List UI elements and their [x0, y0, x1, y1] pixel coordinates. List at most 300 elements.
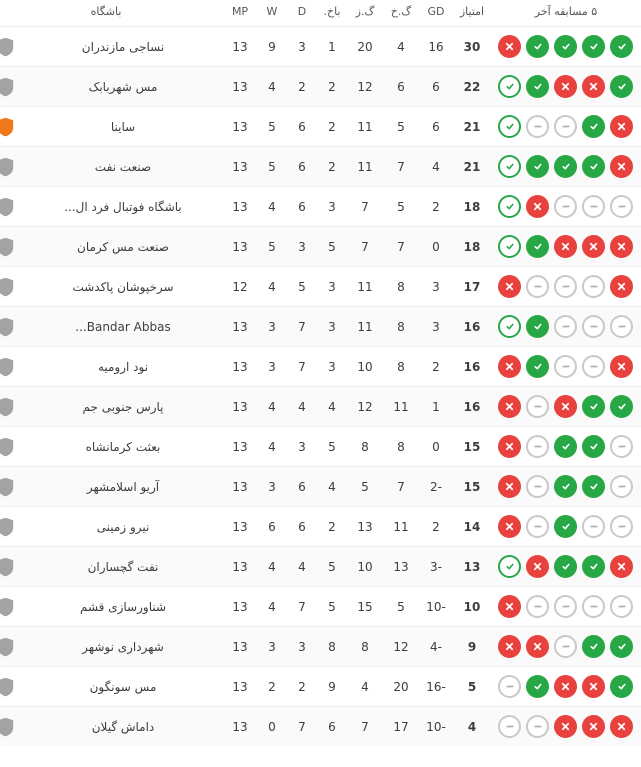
cell-losses: 8 [317, 627, 347, 667]
cell-form [491, 427, 641, 467]
form-draw-icon [526, 115, 549, 138]
form-loss-icon [526, 555, 549, 578]
cell-points: 16 [453, 387, 491, 427]
table-row[interactable] [0, 147, 641, 187]
cell-form [491, 387, 641, 427]
form-draw-icon [498, 675, 521, 698]
form-guide [491, 75, 641, 98]
cell-goals-against: 8 [383, 267, 419, 307]
form-win-icon [498, 555, 521, 578]
cell-form [491, 307, 641, 347]
cell-goal-difference: 0 [419, 227, 453, 267]
header-form: ۵ مسابقه آخر [491, 0, 641, 27]
shield-icon [0, 637, 14, 657]
cell-team-name[interactable]: مس شهربابک [23, 67, 223, 107]
cell-points: 9 [453, 627, 491, 667]
shield-icon [0, 597, 14, 617]
cell-matches-played: 13 [223, 147, 257, 187]
cell-goals-for: 8 [347, 427, 383, 467]
form-loss-icon [526, 195, 549, 218]
shield-icon [0, 157, 14, 177]
cell-goals-for: 10 [347, 547, 383, 587]
cell-goals-for: 12 [347, 387, 383, 427]
cell-goals-for: 11 [347, 147, 383, 187]
form-loss-icon [498, 595, 521, 618]
cell-wins: 0 [257, 707, 287, 747]
cell-form [491, 467, 641, 507]
form-guide [491, 355, 641, 378]
form-draw-icon [610, 595, 633, 618]
cell-team-badge [0, 507, 23, 547]
header-goal-difference: GD [419, 0, 453, 27]
cell-points: 10 [453, 587, 491, 627]
cell-wins: 6 [257, 507, 287, 547]
cell-goals-against: 6 [383, 67, 419, 107]
table-row[interactable] [0, 547, 641, 587]
form-win-icon [582, 155, 605, 178]
form-win-icon [582, 635, 605, 658]
form-draw-icon [610, 195, 633, 218]
cell-goals-against: 4 [383, 27, 419, 67]
shield-icon [0, 37, 14, 57]
cell-wins: 4 [257, 187, 287, 227]
shield-icon [0, 517, 14, 537]
cell-draws: 6 [287, 467, 317, 507]
cell-goals-for: 8 [347, 627, 383, 667]
header-goals-for: گ.ز [347, 0, 383, 27]
form-loss-icon [554, 75, 577, 98]
cell-wins: 5 [257, 227, 287, 267]
cell-draws: 5 [287, 267, 317, 307]
cell-points: 21 [453, 147, 491, 187]
cell-points: 30 [453, 27, 491, 67]
shield-icon [0, 277, 14, 297]
table-row[interactable] [0, 67, 641, 107]
cell-matches-played: 13 [223, 587, 257, 627]
form-loss-icon [610, 155, 633, 178]
cell-goal-difference: -4 [419, 627, 453, 667]
cell-goal-difference: 16 [419, 27, 453, 67]
form-win-icon [526, 35, 549, 58]
cell-team-badge [0, 227, 23, 267]
form-loss-icon [498, 435, 521, 458]
cell-wins: 3 [257, 467, 287, 507]
header-club: باشگاه [0, 0, 223, 27]
form-win-icon [498, 235, 521, 258]
form-draw-icon [582, 195, 605, 218]
form-draw-icon [526, 475, 549, 498]
cell-losses: 2 [317, 507, 347, 547]
table-body [0, 27, 641, 747]
form-draw-icon [526, 395, 549, 418]
cell-goals-against: 20 [383, 667, 419, 707]
form-loss-icon [582, 675, 605, 698]
form-win-icon [554, 155, 577, 178]
form-draw-icon [498, 715, 521, 738]
cell-team-badge [0, 107, 23, 147]
form-win-icon [610, 35, 633, 58]
cell-draws: 7 [287, 307, 317, 347]
form-win-icon [610, 675, 633, 698]
cell-losses: 2 [317, 67, 347, 107]
cell-draws: 6 [287, 107, 317, 147]
cell-matches-played: 13 [223, 547, 257, 587]
cell-matches-played: 13 [223, 67, 257, 107]
form-guide [491, 595, 641, 618]
form-win-icon [498, 315, 521, 338]
cell-team-name[interactable]: پارس جنوبی جم [23, 387, 223, 427]
form-loss-icon [498, 35, 521, 58]
cell-points: 18 [453, 227, 491, 267]
form-guide [491, 675, 641, 698]
cell-goal-difference: 3 [419, 267, 453, 307]
form-draw-icon [526, 275, 549, 298]
cell-draws: 4 [287, 547, 317, 587]
table-row[interactable] [0, 707, 641, 747]
cell-form [491, 67, 641, 107]
cell-goals-against: 12 [383, 627, 419, 667]
cell-form [491, 27, 641, 67]
form-draw-icon [526, 515, 549, 538]
form-win-icon [610, 75, 633, 98]
cell-losses: 3 [317, 307, 347, 347]
cell-team-name[interactable]: داماش گیلان [23, 707, 223, 747]
cell-losses: 4 [317, 467, 347, 507]
form-loss-icon [610, 355, 633, 378]
cell-team-name[interactable]: صنعت نفت [23, 147, 223, 187]
cell-goals-for: 12 [347, 67, 383, 107]
cell-team-name[interactable]: ساینا [23, 107, 223, 147]
form-guide [491, 235, 641, 258]
cell-team-badge [0, 187, 23, 227]
form-guide [491, 35, 641, 58]
form-win-icon [610, 635, 633, 658]
cell-goals-for: 11 [347, 267, 383, 307]
form-win-icon [582, 395, 605, 418]
table-row[interactable] [0, 347, 641, 387]
cell-goals-for: 5 [347, 467, 383, 507]
cell-wins: 4 [257, 427, 287, 467]
form-guide [491, 395, 641, 418]
form-guide [491, 635, 641, 658]
cell-draws: 2 [287, 67, 317, 107]
cell-goals-against: 5 [383, 587, 419, 627]
cell-goal-difference: 6 [419, 67, 453, 107]
cell-matches-played: 13 [223, 107, 257, 147]
form-draw-icon [582, 275, 605, 298]
cell-wins: 4 [257, 67, 287, 107]
cell-losses: 5 [317, 587, 347, 627]
cell-draws: 3 [287, 27, 317, 67]
cell-draws: 3 [287, 427, 317, 467]
form-loss-icon [498, 355, 521, 378]
cell-team-name[interactable]: نیرو زمینی [23, 507, 223, 547]
form-loss-icon [498, 635, 521, 658]
cell-matches-played: 13 [223, 347, 257, 387]
cell-matches-played: 13 [223, 627, 257, 667]
cell-team-name[interactable]: نود ارومیه [23, 347, 223, 387]
shield-icon [0, 717, 14, 737]
form-loss-icon [498, 475, 521, 498]
cell-goals-for: 15 [347, 587, 383, 627]
cell-draws: 6 [287, 507, 317, 547]
cell-goal-difference: -10 [419, 587, 453, 627]
cell-losses: 5 [317, 227, 347, 267]
cell-goal-difference: 0 [419, 427, 453, 467]
cell-team-name[interactable]: شناورسازی قشم [23, 587, 223, 627]
cell-goal-difference: 2 [419, 507, 453, 547]
form-loss-icon [610, 115, 633, 138]
cell-team-badge [0, 67, 23, 107]
cell-matches-played: 13 [223, 507, 257, 547]
cell-losses: 4 [317, 387, 347, 427]
cell-team-name[interactable]: نساجی مازندران [23, 27, 223, 67]
shield-icon [0, 357, 14, 377]
shield-icon [0, 77, 14, 97]
form-win-icon [526, 675, 549, 698]
cell-losses: 9 [317, 667, 347, 707]
cell-form [491, 227, 641, 267]
form-win-icon [498, 195, 521, 218]
table-row[interactable] [0, 227, 641, 267]
form-draw-icon [582, 515, 605, 538]
form-loss-icon [554, 675, 577, 698]
cell-draws: 6 [287, 147, 317, 187]
header-draws: D [287, 0, 317, 27]
cell-team-name[interactable]: سرخپوشان پاکدشت [23, 267, 223, 307]
form-win-icon [554, 515, 577, 538]
cell-goals-for: 10 [347, 347, 383, 387]
form-draw-icon [526, 715, 549, 738]
table-row[interactable] [0, 467, 641, 507]
cell-goals-for: 11 [347, 307, 383, 347]
form-draw-icon [526, 595, 549, 618]
cell-goals-against: 5 [383, 107, 419, 147]
cell-team-badge [0, 627, 23, 667]
cell-points: 17 [453, 267, 491, 307]
cell-team-name[interactable]: شهرداری نوشهر [23, 627, 223, 667]
cell-points: 15 [453, 467, 491, 507]
form-guide [491, 315, 641, 338]
form-draw-icon [526, 435, 549, 458]
cell-draws: 3 [287, 227, 317, 267]
cell-team-name[interactable]: باشگاه فوتبال فرد ال... [23, 187, 223, 227]
form-loss-icon [610, 275, 633, 298]
table-row[interactable] [0, 627, 641, 667]
cell-matches-played: 13 [223, 467, 257, 507]
form-loss-icon [498, 275, 521, 298]
cell-goal-difference: 1 [419, 387, 453, 427]
cell-goals-against: 11 [383, 387, 419, 427]
shield-icon [0, 317, 14, 337]
cell-draws: 7 [287, 347, 317, 387]
cell-points: 4 [453, 707, 491, 747]
form-win-icon [526, 75, 549, 98]
form-win-icon [526, 355, 549, 378]
cell-points: 16 [453, 307, 491, 347]
form-guide [491, 195, 641, 218]
form-loss-icon [554, 715, 577, 738]
cell-losses: 5 [317, 547, 347, 587]
cell-matches-played: 13 [223, 187, 257, 227]
cell-team-badge [0, 267, 23, 307]
cell-form [491, 547, 641, 587]
cell-goals-against: 11 [383, 507, 419, 547]
cell-points: 14 [453, 507, 491, 547]
shield-icon [0, 397, 14, 417]
form-draw-icon [610, 435, 633, 458]
cell-matches-played: 13 [223, 27, 257, 67]
cell-goal-difference: 2 [419, 187, 453, 227]
cell-team-badge [0, 667, 23, 707]
form-draw-icon [610, 515, 633, 538]
cell-points: 21 [453, 107, 491, 147]
cell-points: 15 [453, 427, 491, 467]
cell-form [491, 627, 641, 667]
cell-team-badge [0, 147, 23, 187]
cell-points: 13 [453, 547, 491, 587]
cell-goals-against: 8 [383, 307, 419, 347]
form-win-icon [554, 435, 577, 458]
table-row[interactable] [0, 387, 641, 427]
form-win-icon [554, 475, 577, 498]
cell-wins: 3 [257, 627, 287, 667]
form-guide [491, 555, 641, 578]
cell-form [491, 147, 641, 187]
table-row[interactable] [0, 107, 641, 147]
cell-goals-against: 7 [383, 147, 419, 187]
cell-team-name[interactable]: آریو اسلامشهر [23, 467, 223, 507]
header-wins: W [257, 0, 287, 27]
cell-points: 5 [453, 667, 491, 707]
cell-wins: 4 [257, 547, 287, 587]
cell-points: 16 [453, 347, 491, 387]
cell-team-badge [0, 387, 23, 427]
cell-losses: 2 [317, 107, 347, 147]
table-row[interactable] [0, 187, 641, 227]
cell-form [491, 587, 641, 627]
form-win-icon [554, 555, 577, 578]
form-win-icon [610, 395, 633, 418]
form-win-icon [498, 75, 521, 98]
cell-goal-difference: 6 [419, 107, 453, 147]
cell-goals-for: 7 [347, 707, 383, 747]
cell-wins: 9 [257, 27, 287, 67]
cell-team-name[interactable]: نفت گچساران [23, 547, 223, 587]
form-win-icon [526, 315, 549, 338]
form-loss-icon [582, 235, 605, 258]
cell-goal-difference: -10 [419, 707, 453, 747]
form-win-icon [498, 115, 521, 138]
cell-wins: 5 [257, 147, 287, 187]
cell-team-badge [0, 307, 23, 347]
form-loss-icon [554, 395, 577, 418]
form-loss-icon [498, 395, 521, 418]
shield-icon [0, 557, 14, 577]
cell-form [491, 187, 641, 227]
cell-goal-difference: -16 [419, 667, 453, 707]
header-losses: باخ. [317, 0, 347, 27]
cell-form [491, 107, 641, 147]
cell-goals-against: 7 [383, 467, 419, 507]
cell-draws: 4 [287, 387, 317, 427]
cell-goal-difference: -2 [419, 467, 453, 507]
cell-form [491, 667, 641, 707]
cell-wins: 2 [257, 667, 287, 707]
form-draw-icon [554, 195, 577, 218]
cell-draws: 3 [287, 627, 317, 667]
form-guide [491, 155, 641, 178]
cell-points: 22 [453, 67, 491, 107]
cell-team-name[interactable]: مس سونگون [23, 667, 223, 707]
cell-wins: 5 [257, 107, 287, 147]
header-points: امتیاز [453, 0, 491, 27]
form-draw-icon [554, 115, 577, 138]
form-loss-icon [582, 75, 605, 98]
cell-team-badge [0, 467, 23, 507]
form-draw-icon [554, 355, 577, 378]
cell-goals-for: 11 [347, 107, 383, 147]
cell-losses: 5 [317, 427, 347, 467]
cell-team-name[interactable]: بعثت کرمانشاه [23, 427, 223, 467]
shield-icon [0, 237, 14, 257]
cell-team-name[interactable]: Bandar Abbas... [23, 307, 223, 347]
form-win-icon [582, 115, 605, 138]
form-draw-icon [554, 595, 577, 618]
form-loss-icon [610, 715, 633, 738]
cell-goals-against: 7 [383, 227, 419, 267]
table-row[interactable] [0, 507, 641, 547]
cell-goal-difference: 3 [419, 307, 453, 347]
form-loss-icon [526, 635, 549, 658]
form-draw-icon [554, 315, 577, 338]
cell-matches-played: 13 [223, 707, 257, 747]
cell-matches-played: 13 [223, 227, 257, 267]
cell-goals-against: 17 [383, 707, 419, 747]
table-row[interactable] [0, 427, 641, 467]
form-win-icon [554, 35, 577, 58]
form-loss-icon [610, 235, 633, 258]
cell-goals-for: 4 [347, 667, 383, 707]
form-win-icon [582, 555, 605, 578]
cell-points: 18 [453, 187, 491, 227]
table-row[interactable] [0, 307, 641, 347]
form-draw-icon [582, 315, 605, 338]
table-row[interactable] [0, 27, 641, 67]
form-guide [491, 115, 641, 138]
cell-losses: 3 [317, 187, 347, 227]
cell-wins: 4 [257, 587, 287, 627]
cell-goals-for: 13 [347, 507, 383, 547]
table-row[interactable] [0, 667, 641, 707]
table-row[interactable] [0, 587, 641, 627]
table-row[interactable] [0, 267, 641, 307]
cell-team-name[interactable]: صنعت مس کرمان [23, 227, 223, 267]
cell-goals-for: 7 [347, 187, 383, 227]
cell-team-badge [0, 27, 23, 67]
cell-wins: 3 [257, 347, 287, 387]
form-draw-icon [610, 315, 633, 338]
cell-form [491, 707, 641, 747]
cell-losses: 2 [317, 147, 347, 187]
form-guide [491, 435, 641, 458]
cell-form [491, 507, 641, 547]
form-win-icon [498, 155, 521, 178]
cell-losses: 3 [317, 267, 347, 307]
cell-draws: 7 [287, 707, 317, 747]
cell-team-badge [0, 547, 23, 587]
cell-team-badge [0, 707, 23, 747]
